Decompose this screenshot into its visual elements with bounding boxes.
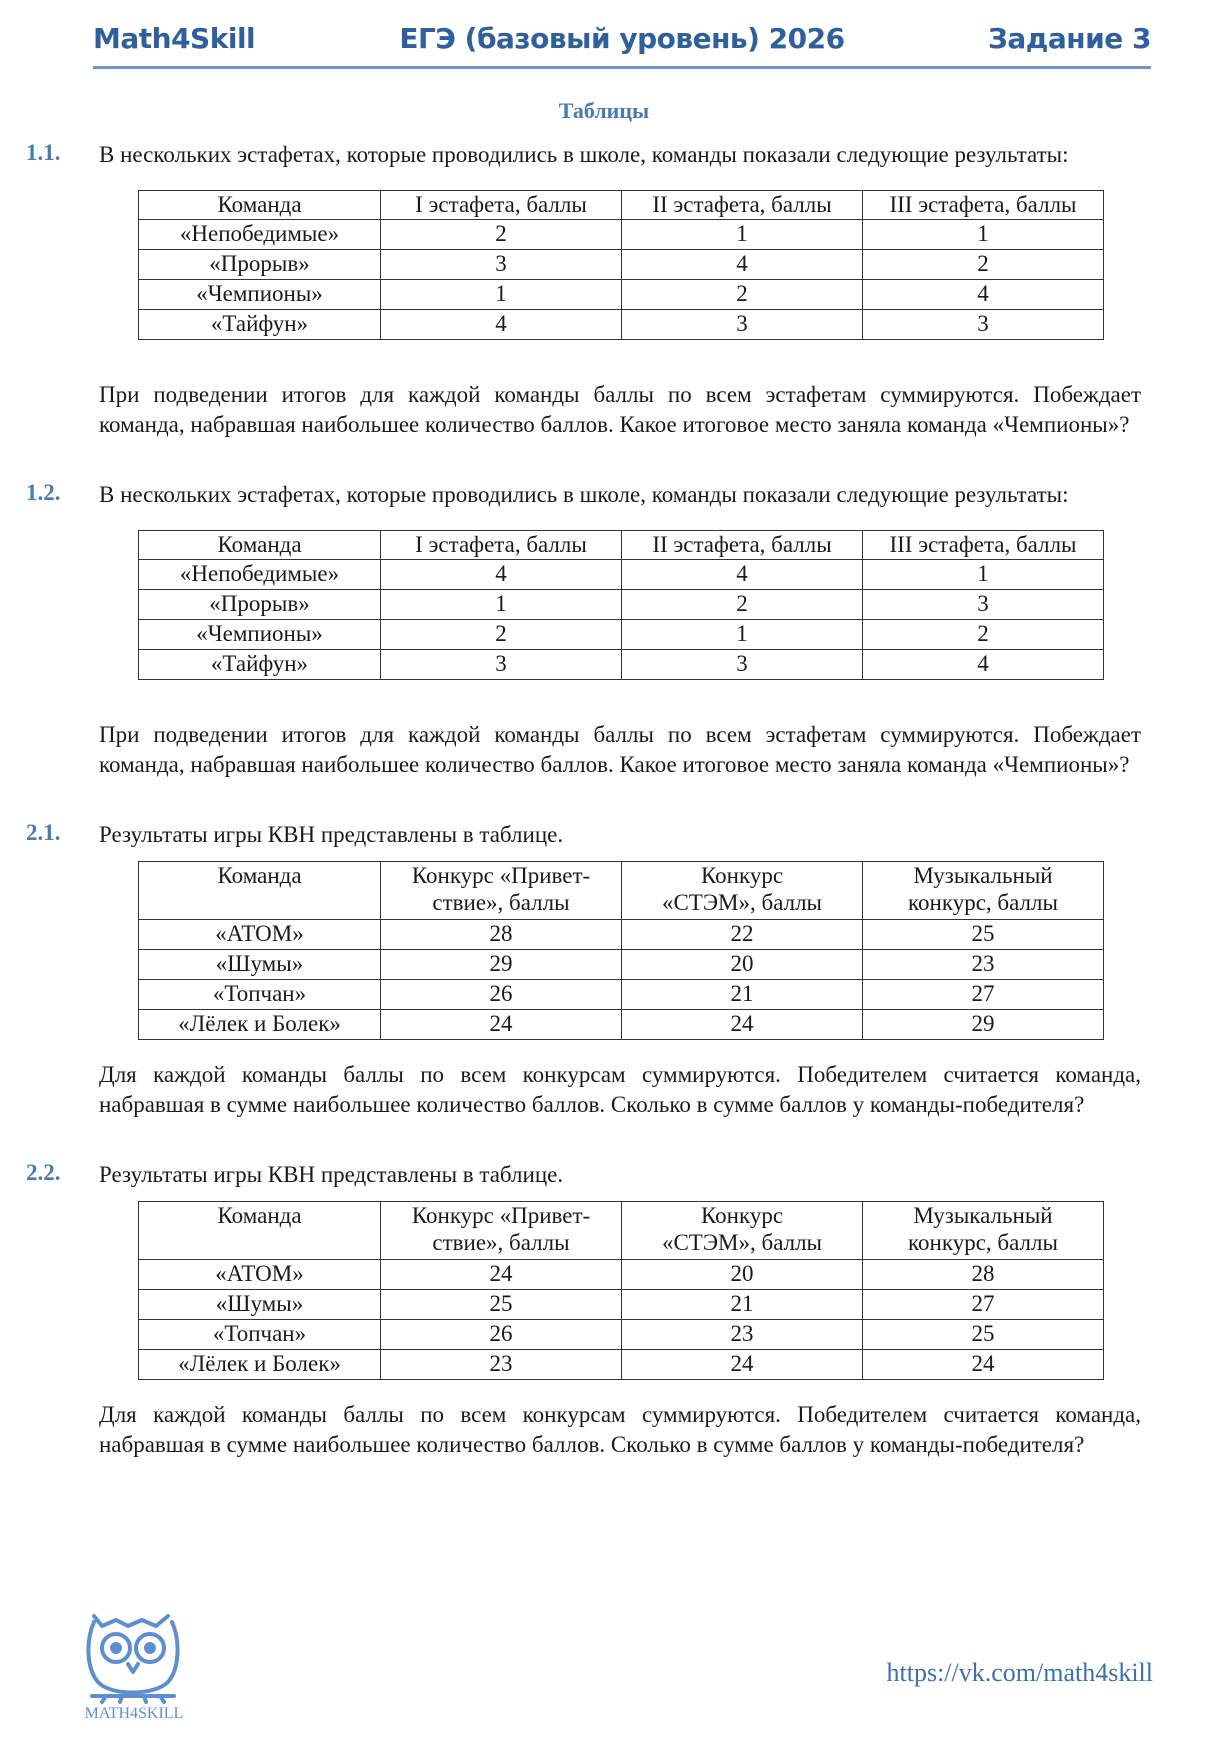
table-row [139, 980, 1104, 1010]
section-title: Таблицы [558, 98, 650, 123]
table-cell: 24 [622, 1010, 863, 1040]
results-table [138, 861, 1104, 1040]
table-header-cell: Конкурс «СТЭМ», баллы [622, 862, 863, 920]
results-table [138, 530, 1104, 680]
task-intro: В нескольких эстафетах, которые проводились в школе, команды показали следующие результаты: [99, 142, 1069, 167]
table-cell: «Тайфун» [139, 650, 381, 680]
table-header-cell: III эстафета, баллы [863, 191, 1104, 220]
table-cell: 1 [381, 590, 622, 620]
table-cell: 27 [863, 1290, 1104, 1320]
table-cell: 4 [863, 650, 1104, 680]
table-cell: «Лёлек и Болек» [139, 1350, 381, 1380]
table-cell: 1 [622, 620, 863, 650]
table-cell: 4 [622, 250, 863, 280]
table-header-cell: III эстафета, баллы [863, 531, 1104, 560]
table-cell: 23 [622, 1320, 863, 1350]
table-cell: 1 [622, 220, 863, 250]
table-cell: 2 [381, 220, 622, 250]
task-title: Задание 3 [988, 22, 1151, 55]
table-row [139, 560, 1104, 590]
footer-logo [72, 1610, 197, 1722]
table-cell: 20 [622, 950, 863, 980]
table-cell: «АТОМ» [139, 1260, 381, 1290]
table-header-cell: Команда [139, 191, 381, 220]
table-cell: 27 [863, 980, 1104, 1010]
table-cell: 21 [622, 1290, 863, 1320]
table-header-cell: II эстафета, баллы [622, 531, 863, 560]
table-row [139, 280, 1104, 310]
table-cell: 1 [863, 220, 1104, 250]
table-cell: «Шумы» [139, 1290, 381, 1320]
table-header-cell: Музыкальный конкурс, баллы [863, 1202, 1104, 1260]
table-header-row [139, 191, 1104, 220]
table-cell: 4 [381, 560, 622, 590]
task-number: 2.2. [26, 1160, 61, 1185]
table-cell: 1 [381, 280, 622, 310]
table-header-cell: II эстафета, баллы [622, 191, 863, 220]
table-cell: 2 [863, 250, 1104, 280]
table-header-cell: Конкурс «Привет- ствие», баллы [381, 1202, 622, 1260]
table-cell: «Чемпионы» [139, 280, 381, 310]
table-cell: 25 [863, 1320, 1104, 1350]
table-cell: 21 [622, 980, 863, 1010]
table-row [139, 1320, 1104, 1350]
table-cell: 29 [381, 950, 622, 980]
table-cell: «Шумы» [139, 950, 381, 980]
table-cell: 2 [381, 620, 622, 650]
table-row [139, 950, 1104, 980]
task-intro: Результаты игры КВН представлены в таблице. [99, 822, 564, 847]
logo-text: MATH4SKILL [84, 1705, 184, 1722]
brand-title: Math4Skill [93, 22, 256, 55]
table-cell: 24 [622, 1350, 863, 1380]
table-cell: «Лёлек и Болек» [139, 1010, 381, 1040]
table-cell: «Топчан» [139, 1320, 381, 1350]
task-number: 1.1. [26, 140, 61, 165]
vk-link[interactable]: https://vk.com/math4skill [886, 1658, 1153, 1687]
table-cell: «АТОМ» [139, 920, 381, 950]
table-cell: 25 [381, 1290, 622, 1320]
table-cell: 24 [381, 1010, 622, 1040]
table-row [139, 310, 1104, 340]
table-row [139, 590, 1104, 620]
table-cell: 28 [863, 1260, 1104, 1290]
table-cell: 23 [863, 950, 1104, 980]
table-cell: 4 [381, 310, 622, 340]
table-cell: 23 [381, 1350, 622, 1380]
table-cell: «Непобедимые» [139, 220, 381, 250]
table-cell: 1 [863, 560, 1104, 590]
table-cell: 29 [863, 1010, 1104, 1040]
task-question: При подведении итогов для каждой команды баллы по всем эстафетам суммируются. Побеждает команда, набравшая наибольшее количество баллов. Какое итоговое место заняла команда «Чемпионы»? [99, 382, 1141, 437]
table-cell: 24 [381, 1260, 622, 1290]
table-cell: «Тайфун» [139, 310, 381, 340]
exam-title: ЕГЭ (базовый уровень) 2026 [399, 22, 845, 55]
table-header-cell: I эстафета, баллы [381, 191, 622, 220]
table-cell: 28 [381, 920, 622, 950]
table-row [139, 1010, 1104, 1040]
table-cell: «Топчан» [139, 980, 381, 1010]
table-cell: 20 [622, 1260, 863, 1290]
table-cell: 3 [863, 310, 1104, 340]
table-header-cell: Конкурс «СТЭМ», баллы [622, 1202, 863, 1260]
task-number: 2.1. [26, 820, 61, 845]
task-intro: Результаты игры КВН представлены в таблице. [99, 1162, 564, 1187]
task-number: 1.2. [26, 480, 61, 505]
table-header-cell: I эстафета, баллы [381, 531, 622, 560]
table-header-cell: Музыкальный конкурс, баллы [863, 862, 1104, 920]
table-cell: 26 [381, 980, 622, 1010]
task-question: Для каждой команды баллы по всем конкурсам суммируются. Победителем считается команда, набравшая в сумме наибольшее количество баллов. Сколько в сумме баллов у команды-победителя? [99, 1402, 1141, 1457]
table-cell: «Прорыв» [139, 590, 381, 620]
table-cell: 22 [622, 920, 863, 950]
table-cell: 2 [622, 590, 863, 620]
table-cell: 3 [622, 310, 863, 340]
table-header-row [139, 1202, 1104, 1260]
table-header-cell: Команда [139, 531, 381, 560]
table-cell: 3 [381, 650, 622, 680]
table-header-cell: Конкурс «Привет- ствие», баллы [381, 862, 622, 920]
table-row [139, 620, 1104, 650]
table-cell: 3 [863, 590, 1104, 620]
table-row [139, 220, 1104, 250]
table-row [139, 250, 1104, 280]
table-row [139, 1290, 1104, 1320]
table-cell: «Прорыв» [139, 250, 381, 280]
table-header-row [139, 531, 1104, 560]
owl-icon [72, 1610, 197, 1722]
table-cell: 24 [863, 1350, 1104, 1380]
table-header-row [139, 862, 1104, 920]
table-header-cell: Команда [139, 1202, 381, 1260]
task-question: Для каждой команды баллы по всем конкурсам суммируются. Победителем считается команда, набравшая в сумме наибольшее количество баллов. Сколько в сумме баллов у команды-победителя? [99, 1062, 1141, 1117]
results-table [138, 190, 1104, 340]
table-cell: 2 [622, 280, 863, 310]
table-cell: 3 [381, 250, 622, 280]
table-row [139, 1260, 1104, 1290]
table-cell: «Чемпионы» [139, 620, 381, 650]
task-intro: В нескольких эстафетах, которые проводились в школе, команды показали следующие результаты: [99, 482, 1069, 507]
table-row [139, 920, 1104, 950]
results-table [138, 1201, 1104, 1380]
table-cell: 4 [622, 560, 863, 590]
table-header-cell: Команда [139, 862, 381, 920]
table-cell: 4 [863, 280, 1104, 310]
table-cell: 25 [863, 920, 1104, 950]
table-cell: «Непобедимые» [139, 560, 381, 590]
table-row [139, 650, 1104, 680]
table-row [139, 1350, 1104, 1380]
task-question: При подведении итогов для каждой команды баллы по всем эстафетам суммируются. Побеждает команда, набравшая наибольшее количество баллов. Какое итоговое место заняла команда «Чемпионы»? [99, 722, 1141, 777]
table-cell: 26 [381, 1320, 622, 1350]
table-cell: 3 [622, 650, 863, 680]
page-header [93, 22, 1151, 69]
table-cell: 2 [863, 620, 1104, 650]
